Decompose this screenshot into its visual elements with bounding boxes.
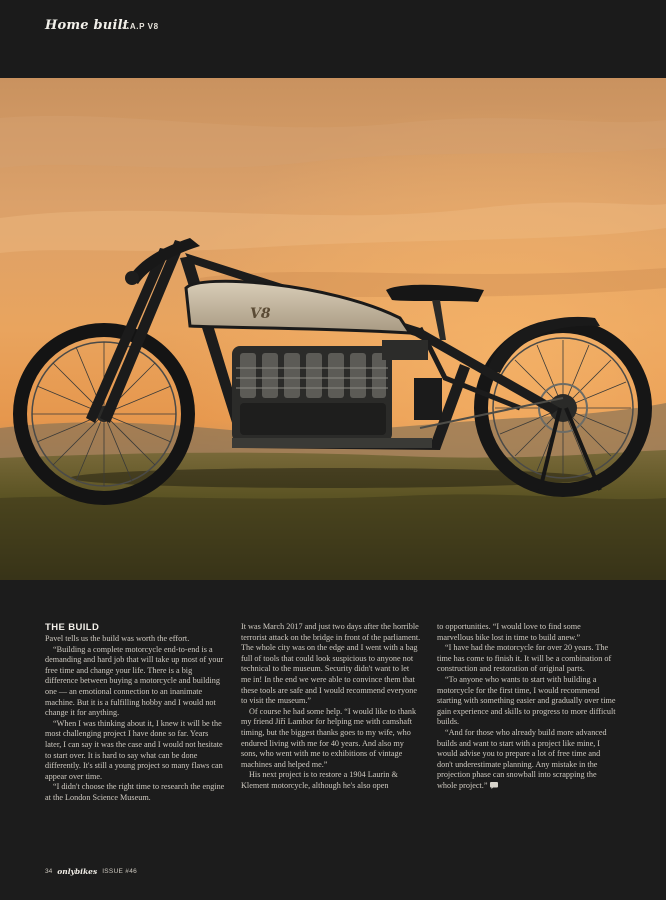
end-mark-icon: [490, 782, 498, 789]
paragraph: “When I was thinking about it, I knew it will be the most challenging project I have done so far. Years later, I can say it was the case and I would not hesitate to start over. It is hard to say what can be done differently. It's still a young project so many flaws can appear over time.: [45, 718, 223, 781]
section-title: Home built: [45, 18, 129, 33]
paragraph: “To anyone who wants to start with building a motorcycle for the first time, I would recommend starting with something easier and gradually over time gain experience and skills to progress to more difficult builds.: [437, 674, 616, 727]
paragraph: “I have had the motorcycle for over 20 years. The time has come to finish it. It will be a combination of construction and restoration of original parts.: [437, 643, 612, 674]
issue-number: ISSUE #46: [102, 867, 138, 875]
tank-lettering: V8: [250, 306, 271, 322]
paragraph: Pavel tells us the build was worth the effort.: [45, 634, 190, 643]
page-number: 34: [45, 867, 53, 875]
article-column-2: [241, 622, 421, 792]
paragraph: Of course he had some help. “I would like to thank my friend Jiří Lambor for helping me with camshaft timing, but the biggest thanks goes to my wife, who endured living with me for 40 years. And also my sons, who went with me to exhibitions of vintage machines and helped me.”: [241, 706, 417, 769]
paragraph: “I didn't choose the right time to research the engine at the London Science Museum.: [45, 782, 225, 802]
article-column-1: [45, 622, 225, 804]
article-column-3: [437, 622, 617, 792]
paragraph-final: [437, 728, 617, 792]
magazine-logo: onlybikes: [57, 866, 98, 876]
paragraph: “Building a complete motorcycle end-to-end is a demanding and hard job that will take up most of your free time and change your life. There is a big difference between buying a motorcycle and building one — an emotional connection to an inanimate machine. But it is a fulfilling hobby and I would not change it for anything.: [45, 644, 224, 718]
paragraph: to opportunities. “I would love to find some marvellous bike lost in time to build anew.”: [437, 622, 581, 642]
section-heading: THE BUILD: [45, 622, 100, 633]
page-header: [0, 0, 666, 78]
hero-photo: [0, 78, 666, 580]
page-footer: [45, 864, 137, 878]
paragraph: His next project is to restore a 1904 Laurin & Klement motorcycle, although he's also open: [241, 770, 398, 790]
section-subtitle: J.A.P V8: [122, 22, 159, 31]
article-body: [45, 622, 625, 842]
paragraph: It was March 2017 and just two days after the horrible terrorist attack on the bridge in front of the parliament. The whole city was on the edge and I went with a bag full of tools that could look suspicious to anyone not technical to the museum. Security didn't want to let me in! In the end we were able to convince them that these tools are safe and I would recommend everyone to visit the museum.”: [241, 622, 421, 706]
final-paragraph-text: “And for those who already build more advanced builds and want to start with a project like mine, I would advise you to prepare a lot of free time and don't underestimate planning. Any mistake in the projection phase can snowball into scrapping the whole project.”: [437, 727, 607, 790]
